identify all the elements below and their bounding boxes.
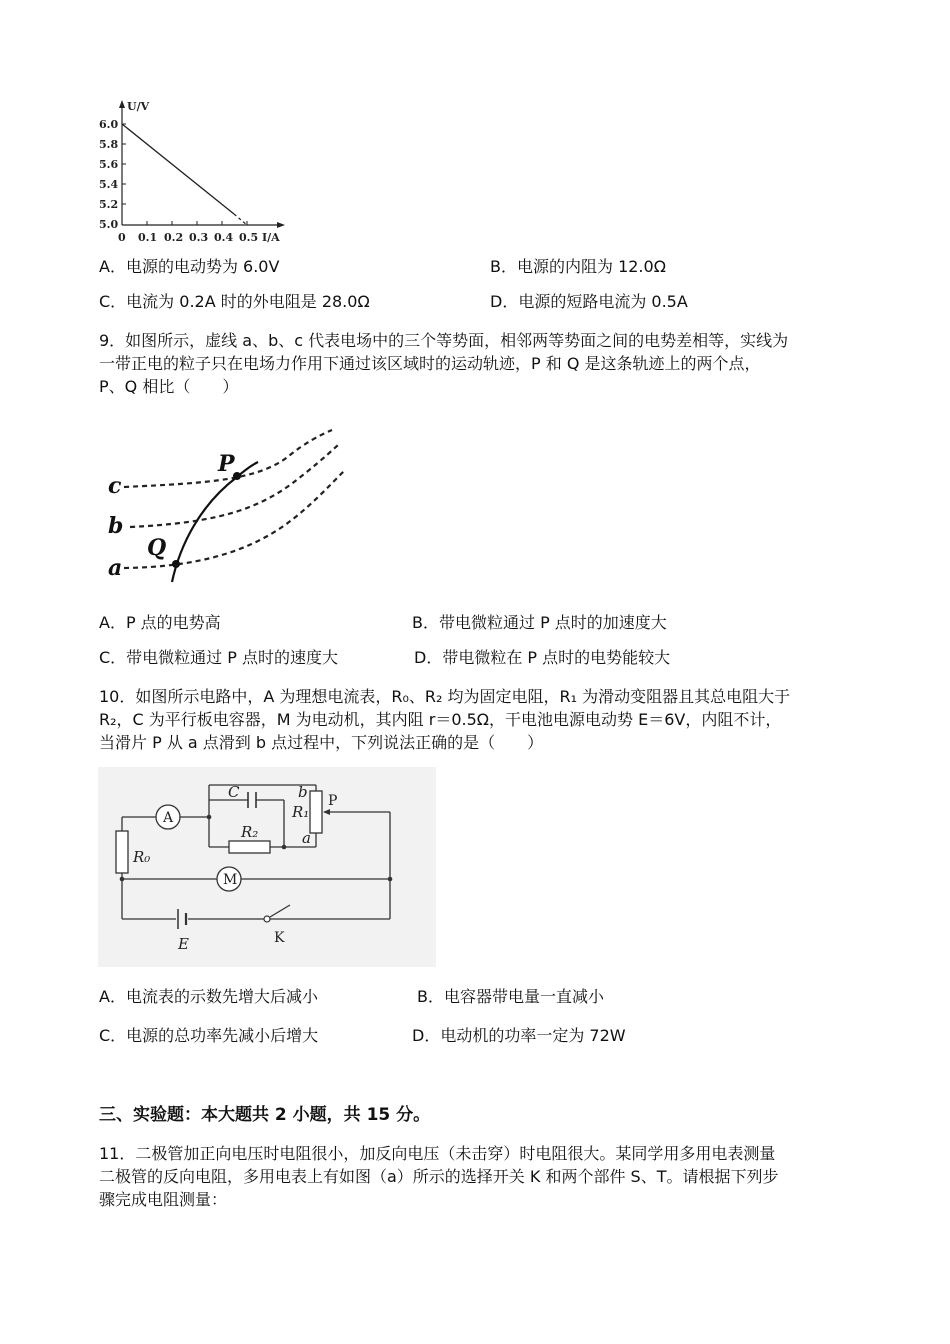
y-tick-5.4: 5.4 — [99, 178, 119, 191]
equipotential-figure — [100, 425, 350, 590]
r1-label: R₁ — [292, 803, 310, 821]
q8-option-d[interactable]: D．电源的短路电流为 0.5A — [490, 292, 688, 311]
q10-stem-line-2: R₂，C 为平行板电容器，M 为电动机，其内阻 r＝0.5Ω，干电池电源电动势 E＝6V，内阻不计， — [99, 710, 782, 729]
x-tick-0: 0 — [118, 231, 126, 244]
label-b: b — [108, 513, 124, 539]
rheostat-r1 — [310, 791, 322, 833]
label-q: Q — [147, 535, 167, 561]
y-tick-5.8: 5.8 — [99, 138, 119, 151]
q9-stem-line-3: P、Q 相比（ ） — [99, 377, 239, 396]
label-c: c — [108, 473, 122, 499]
q11-stem-line-2: 二极管的反向电阻，多用电表上有如图（a）所示的选择开关 K 和两个部件 S、T。请根据下列步 — [99, 1167, 779, 1186]
q10-stem-line-3: 当滑片 P 从 a 点滑到 b 点过程中，下列说法正确的是（ ） — [99, 733, 544, 752]
q9-stem-line-2: 一带正电的粒子只在电场力作用下通过该区域时的运动轨迹，P 和 Q 是这条轨迹上的两个点， — [99, 354, 761, 373]
slider-label: P — [328, 793, 338, 809]
ammeter-label: A — [163, 810, 174, 826]
battery-label: E — [178, 935, 189, 953]
switch-label: K — [274, 930, 285, 946]
y-tick-5.0: 5.0 — [99, 218, 119, 231]
u-i-graph — [95, 95, 295, 245]
section-3-heading: 三、实验题：本大题共 2 小题，共 15 分。 — [99, 1105, 431, 1125]
q9-option-d[interactable]: D．带电微粒在 P 点时的电势能较大 — [414, 648, 671, 667]
label-p: P — [218, 451, 235, 477]
switch-contact — [264, 916, 270, 922]
q10-option-d[interactable]: D．电动机的功率一定为 72W — [412, 1026, 626, 1045]
q9-option-c[interactable]: C．带电微粒通过 P 点时的速度大 — [99, 648, 338, 667]
x-tick-0.1: 0.1 — [138, 231, 158, 244]
q9-option-b[interactable]: B．带电微粒通过 P 点时的加速度大 — [412, 613, 667, 632]
resistor-r2 — [229, 841, 270, 853]
y-tick-6.0: 6.0 — [99, 118, 119, 131]
u-i-line — [122, 124, 234, 214]
r2-label: R₂ — [241, 823, 259, 841]
x-tick-0.3: 0.3 — [189, 231, 209, 244]
q8-option-b[interactable]: B．电源的内阻为 12.0Ω — [490, 257, 666, 276]
y-axis-label: U/V — [127, 100, 150, 113]
label-a: a — [108, 555, 123, 581]
x-axis-label: I/A — [262, 231, 280, 244]
resistor-r0 — [116, 831, 128, 873]
q11-stem-line-1: 11．二极管加正向电压时电阻很小，加反向电压（未击穿）时电阻很大。某同学用多用电表测量 — [99, 1144, 776, 1163]
point-q — [172, 560, 180, 568]
q8-option-c[interactable]: C．电流为 0.2A 时的外电阻是 28.0Ω — [99, 292, 370, 311]
x-tick-0.4: 0.4 — [214, 231, 234, 244]
q11-stem-line-3: 骤完成电阻测量： — [99, 1190, 228, 1209]
capacitor-label: C — [228, 783, 240, 801]
r0-label: R₀ — [133, 848, 151, 866]
q9-option-a[interactable]: A．P 点的电势高 — [99, 613, 221, 632]
y-tick-5.2: 5.2 — [99, 198, 119, 211]
end-a-label: a — [302, 829, 311, 847]
x-tick-0.2: 0.2 — [164, 231, 184, 244]
circuit-diagram — [98, 767, 436, 967]
q8-option-a[interactable]: A．电源的电动势为 6.0V — [99, 257, 280, 276]
x-tick-0.5: 0.5 — [239, 231, 259, 244]
q10-option-b[interactable]: B．电容器带电量一直减小 — [417, 987, 604, 1006]
u-i-line-extension — [234, 214, 247, 225]
y-tick-5.6: 5.6 — [99, 158, 119, 171]
end-b-label: b — [298, 783, 308, 801]
q10-option-c[interactable]: C．电源的总功率先减小后增大 — [99, 1026, 319, 1045]
q10-stem-line-1: 10．如图所示电路中，A 为理想电流表，R₀、R₂ 均为固定电阻，R₁ 为滑动变阻器且其总电阻大于 — [99, 687, 791, 706]
motor-label: M — [223, 872, 238, 888]
q9-stem-line-1: 9．如图所示，虚线 a、b、c 代表电场中的三个等势面，相邻两等势面之间的电势差相等，实线为 — [99, 331, 789, 350]
q10-option-a[interactable]: A．电流表的示数先增大后减小 — [99, 987, 318, 1006]
